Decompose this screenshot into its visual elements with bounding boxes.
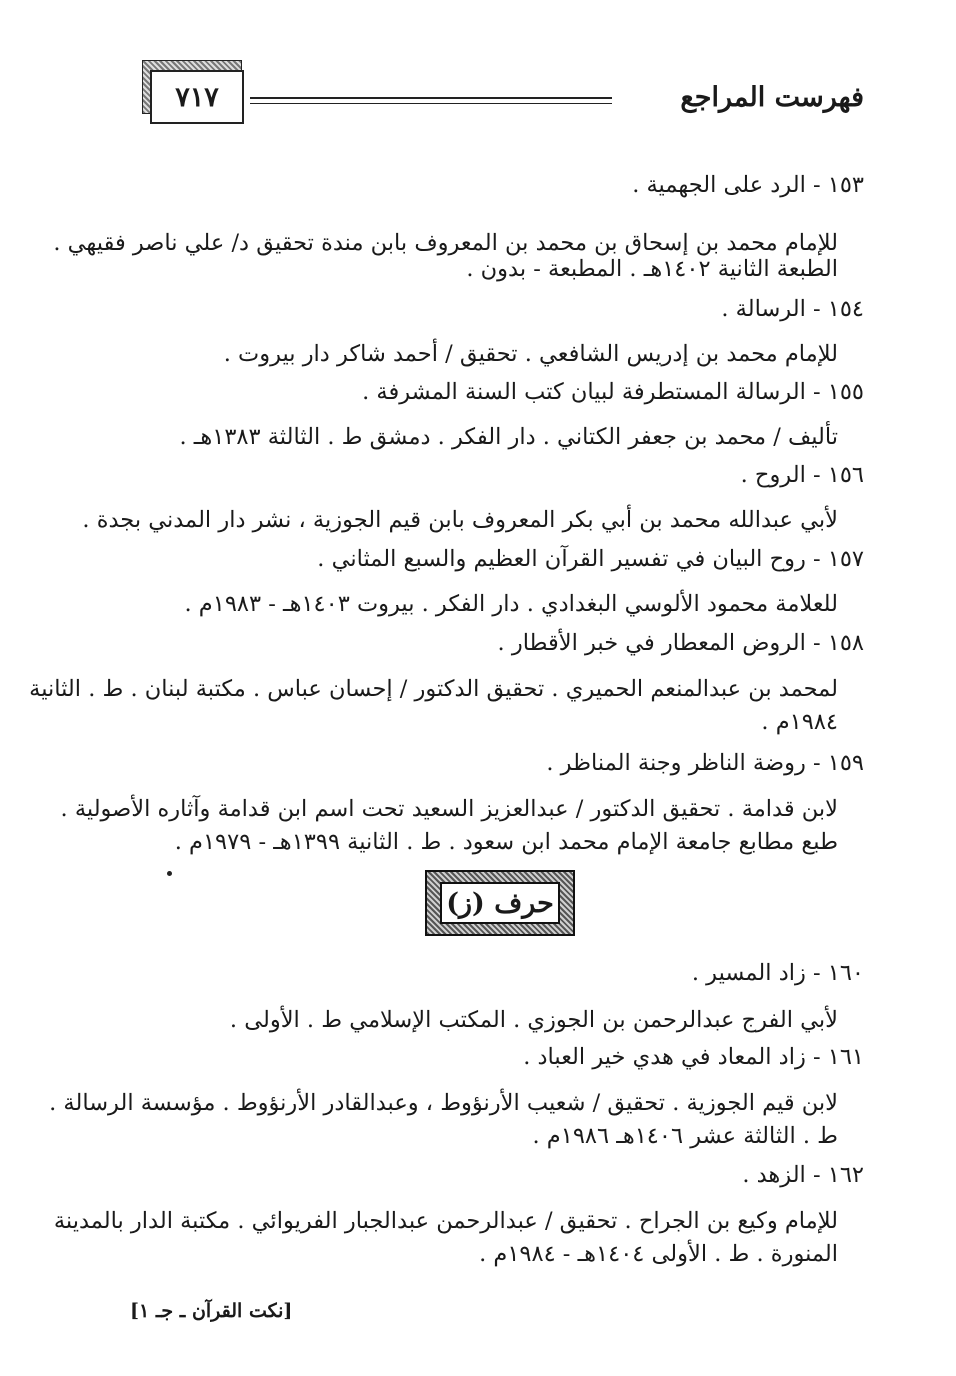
entry-158-detail: ١٩٨٤م .	[761, 709, 838, 735]
entry-159-title: ١٥٩ - روضة الناظر وجنة المناظر .	[546, 750, 864, 776]
entry-155-title: ١٥٥ - الرسالة المستطرفة لبيان كتب السنة المشرفة .	[362, 379, 864, 405]
entry-155-detail: تأليف / محمد بن جعفر الكتاني . دار الفكر . دمشق ط . الثالثة ١٣٨٣هـ .	[179, 424, 838, 450]
entry-162-title: ١٦٢ - الزهد .	[742, 1162, 864, 1188]
entry-156-detail: لأبي عبدالله محمد بن أبي بكر المعروف بابن قيم الجوزية ، نشر دار المدني بجدة .	[82, 507, 838, 533]
entry-161-detail: لابن قيم الجوزية . تحقيق / شعيب الأرنؤوط ، وعبدالقادر الأرنؤوط . مؤسسة الرسالة .	[49, 1090, 838, 1116]
entry-161-detail: ط . الثالثة عشر ١٤٠٦هـ ١٩٨٦م .	[532, 1123, 838, 1149]
entry-156-title: ١٥٦ - الروح .	[740, 462, 864, 488]
entry-162-detail: للإمام وكيع بن الجراح . تحقيق / عبدالرحمن عبدالجبار الفريوائي . مكتبة الدار بالمدينة	[53, 1208, 838, 1234]
speck	[167, 871, 172, 876]
page-number: ٧١٧	[150, 70, 244, 124]
entry-154-detail: للإمام محمد بن إدريس الشافعي . تحقيق / أحمد شاكر دار بيروت .	[223, 341, 838, 367]
header-title: فهرست المراجع	[680, 82, 864, 113]
entry-154-title: ١٥٤ - الرسالة .	[721, 296, 864, 322]
entry-160-title: ١٦٠ - زاد المسير .	[691, 960, 864, 986]
header-rule	[250, 97, 612, 104]
entry-158-title: ١٥٨ - الروض المعطار في خبر الأقطار .	[497, 630, 864, 656]
entry-161-title: ١٦١ - زاد المعاد في هدي خير العباد .	[523, 1044, 864, 1070]
entry-153-detail: الطبعة الثانية ١٤٠٢هـ . المطبعة - بدون .	[466, 256, 838, 282]
section-heading-frame	[425, 870, 575, 936]
entry-153-title: ١٥٣ - الرد على الجهمية .	[632, 172, 864, 198]
entry-159-detail: لابن قدامة . تحقيق الدكتور / عبدالعزيز السعيد تحت اسم ابن قدامة وآثاره الأصولية .	[60, 796, 838, 822]
entry-158-detail: لمحمد بن عبدالمنعم الحميري . تحقيق الدكتور / إحسان عباس . مكتبة لبنان . ط . الثانية	[29, 676, 838, 702]
entry-157-title: ١٥٧ - روح البيان في تفسير القرآن العظيم والسبع المثاني .	[317, 546, 864, 572]
entry-162-detail: المنورة . ط . الأولى ١٤٠٤هـ - ١٩٨٤م .	[479, 1241, 838, 1267]
section-heading: حرف (ز)	[440, 882, 560, 924]
entry-157-detail: للعلامة محمود الألوسي البغدادي . دار الفكر . بيروت ١٤٠٣هـ - ١٩٨٣م .	[184, 591, 838, 617]
entry-159-detail: طبع مطابع جامعة الإمام محمد ابن سعود . ط . الثانية ١٣٩٩هـ - ١٩٧٩م .	[174, 829, 838, 855]
entry-153-detail: للإمام محمد بن إسحاق بن محمد بن المعروف بابن مندة تحقيق د/ علي ناصر فقيهي .	[53, 230, 838, 256]
entry-160-detail: لأبي الفرج عبدالرحمن بن الجوزي . المكتب الإسلامي ط . الأولى .	[229, 1007, 838, 1033]
footer-volume: [نكت القرآن ـ جـ ١]	[130, 1300, 293, 1322]
